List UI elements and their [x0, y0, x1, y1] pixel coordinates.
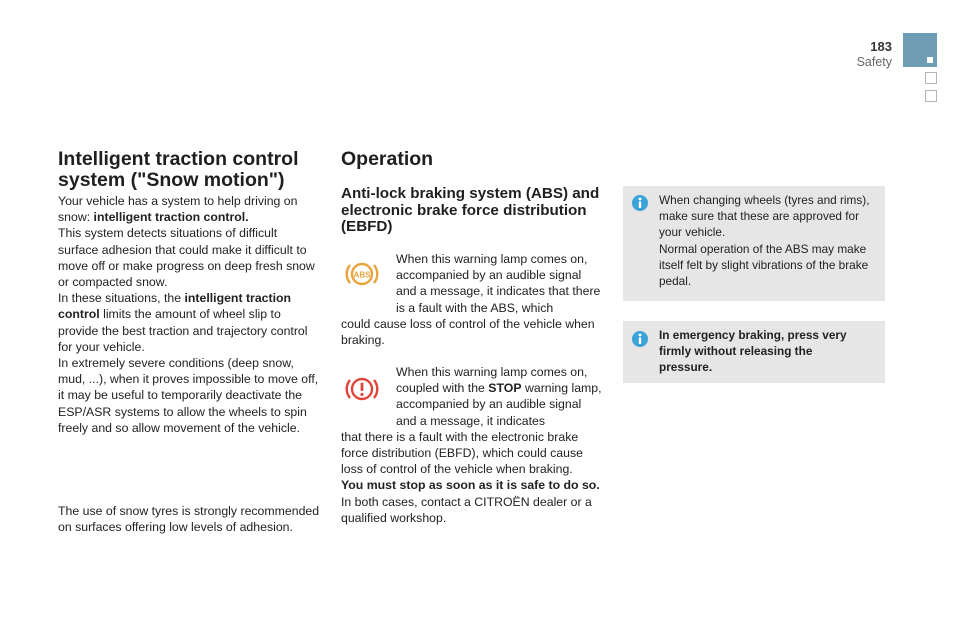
info-icon	[631, 330, 649, 353]
operation-title: Operation	[341, 148, 434, 170]
abs-warning-text: When this warning lamp comes on, accompanied by an audible signal and a message, it indicates that there is a fault with the ABS, which could cause loss of control of the vehicle when braking.	[341, 252, 601, 348]
info-box-emergency-text: In emergency braking, press very firmly without releasing the pressure.	[659, 328, 847, 375]
abs-ebfd-subtitle: Anti-lock braking system (ABS) and electronic brake force distribution (EBFD)	[341, 185, 600, 235]
info-box-wheels-text: When changing wheels (tyres and rims), make sure that these are approved for your vehicle. Normal operation of the ABS may make itself felt by slight vibrations of the brake pedal.	[659, 193, 870, 289]
section-title: Safety	[856, 55, 892, 69]
chapter-tab-marker	[927, 57, 933, 63]
intelligent-traction-text: Your vehicle has a system to help driving on snow: intelligent traction control. This system detects situations of difficult surface adhesion that could make it difficult to move off or make progress on deep fresh snow or compacted snow. In these situations, the intelligent traction control limits the amount of wheel slip to provide the best traction and trajectory control for your vehicle. In extremely severe conditions (deep snow, mud, ...), when it proves impossible to move off, it may be useful to temporarily deactivate the ESP/ASR systems to allow the wheels to spin freely and so allow movement of the vehicle.	[58, 194, 319, 435]
page-number: 183	[870, 39, 892, 54]
chapter-tab[interactable]	[903, 33, 937, 67]
snow-tyres-text: The use of snow tyres is strongly recommended on surfaces offering low levels of adhesion.	[58, 504, 320, 535]
ebfd-warning-text: When this warning lamp comes on, coupled with the STOP warning lamp, accompanied by an audible signal and a message, it indicates that there is a fault with the electronic brake force distribution (EBFD), which could cause loss of control of the vehicle when braking. You must stop as soon as it is safe to do so. In both cases, contact a CITROËN dealer or a qualified workshop.	[341, 365, 602, 525]
svg-text:ABS: ABS	[353, 270, 371, 280]
info-box-wheels	[623, 186, 885, 301]
nav-box-2[interactable]	[925, 90, 937, 102]
info-icon	[631, 194, 649, 217]
left-section-title: Intelligent traction control system ("Snow motion")	[58, 148, 299, 191]
info-box-emergency	[623, 321, 885, 383]
nav-box-1[interactable]	[925, 72, 937, 84]
